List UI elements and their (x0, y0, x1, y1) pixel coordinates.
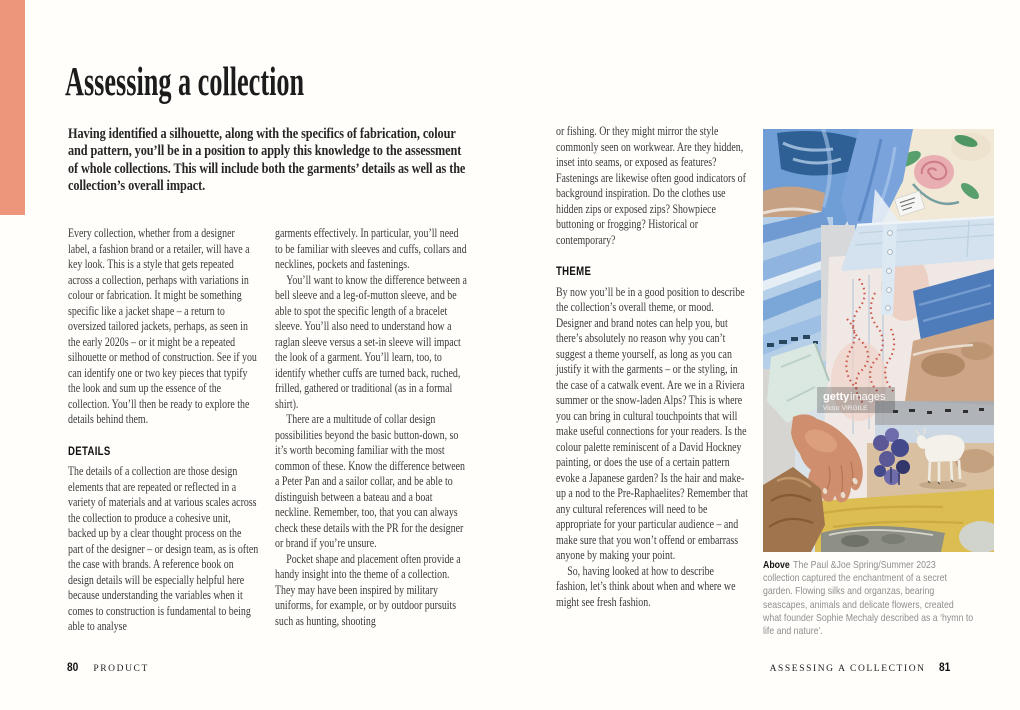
runway-photo (763, 129, 994, 552)
body-paragraph: garments effectively. In particular, you’ll need to be familiar with sleeves and cuffs, collars and necklines, pockets and fastenings. (275, 226, 467, 271)
section-heading-theme: THEME (556, 264, 592, 278)
body-paragraph: There are a multitude of collar design possibilities beyond the basic button-down, so it’s worth becoming familiar with the most common of these. Know the difference between a Peter Pan and a sailor collar, and be able to distinguish between a bateau and a boat neckline. Remember, too, that you can always check these details with the PR for the designer or brand if you’re unsure. (275, 412, 466, 550)
running-head-right: ASSESSING A COLLECTION (769, 664, 926, 674)
body-paragraph: So, having looked at how to describe fashion, let’s think about when and where we might see fresh fashion. (556, 563, 736, 609)
accent-strip (0, 0, 25, 215)
body-paragraph: You’ll want to know the difference between a bell sleeve and a leg-of-mutton sleeve, and be able to spot the specific length of a bracelet sleeve. You’ll also need to understand how a raglan sleeve versus a set-in sleeve will impact the look of a garment. You’ll learn, too, to identify whether cuffs are turned back, ruched, frilled, gathered or traditional (as in a formal shirt). (275, 272, 467, 411)
page-number-left: 80 (67, 660, 79, 674)
photo-caption (763, 559, 974, 638)
running-head-left: PRODUCT (93, 664, 149, 674)
watermark-credit: Victor VIRGILE (823, 405, 868, 412)
body-paragraph: Every collection, whether from a designer label, a fashion brand or a retailer, will have a key look. This is a style that gets repeated across a collection, perhaps with variations in colour or fabrication. It might be something specific like a jacket shape – a return to oversized tailored jackets, perhaps, as seen in the early 2020s – or it might be a repeated silhouette or method of construction. See if you can identify one or two key pieces that typify the look and sum up the essence of the collection. You’ll then be ready to explore the details behind them. (68, 226, 257, 426)
intro-paragraph: Having identified a silhouette, along with the specifics of fabrication, colour and pattern, you’ll be in a position to apply this knowledge to the assessment of whole collections. This will include both the garments’ details as well as the collection’s overall impact. (68, 126, 466, 195)
text-column-2 (275, 226, 467, 629)
body-paragraph: or fishing. Or they might mirror the style commonly seen on workwear. Are they hidden, inset into seams, or exposed as features? Fastenings are likewise often good indicators of background inspiration. Do the clothes use hidden zips or exposed zips? Showpiece buttoning or frogging? Historical or contemporary? (556, 124, 746, 247)
section-heading-details: DETAILS (68, 443, 111, 458)
watermark-brand-bold: getty (823, 391, 850, 403)
body-paragraph: By now you’ll be in a good position to describe the collection’s overall theme, or mood. Designer and brand notes can help you, but there’s absolutely no reason why you can’t suggest a theme yourself, as long as you can justify it with the garments – or the styling, in the case of a catwalk event. Are we in a Riviera summer or the snow-laden Alps? This is where you can bring in cultural touchpoints that will make useful connections for your readers. Is the colour palette reminiscent of a David Hockney painting, or does the use of a certain pattern evoke a Japanese garden? Is the hair and make-up a nod to the Pre-Raphaelites? Remember that any cultural references will need to be appropriate for your particular audience – and make sure that you won’t offend or embarrass anyone by making your point. (556, 284, 748, 562)
text-column-3 (556, 124, 748, 610)
footer-right (770, 660, 952, 674)
page-title: Assessing a collection (65, 58, 305, 104)
watermark (817, 387, 895, 413)
body-paragraph: Pocket shape and placement often provide a handy insight into the theme of a collection. They may have been inspired by military uniforms, for example, or by outdoor pursuits such as hunting, shooting (275, 551, 461, 628)
body-paragraph: The details of a collection are those design elements that are repeated or reflected in a variety of materials and at various scales across the collection to produce a cohesive unit, backed up by a clear thought process on the part of the designer – or design team, as is often the case with brands. A reference book on design details will be especially helpful here because understanding the variables when it comes to construction is fundamental to being able to analyse (68, 464, 259, 633)
watermark-brand-regular: images (850, 391, 886, 403)
runway-photo-illustration (763, 129, 994, 552)
caption-label: Above (763, 560, 790, 571)
footer-left (67, 660, 149, 674)
text-column-1 (68, 226, 258, 635)
caption-text: The Paul &Joe Spring/Summer 2023 collection captured the enchantment of a secret garden. Flowing silks and organzas, bearing seascapes, animals and delicate flowers, created what founder Sophie Mechaly described as a ‘hymn to life and nature’. (763, 560, 974, 638)
page-number-right: 81 (938, 660, 950, 674)
